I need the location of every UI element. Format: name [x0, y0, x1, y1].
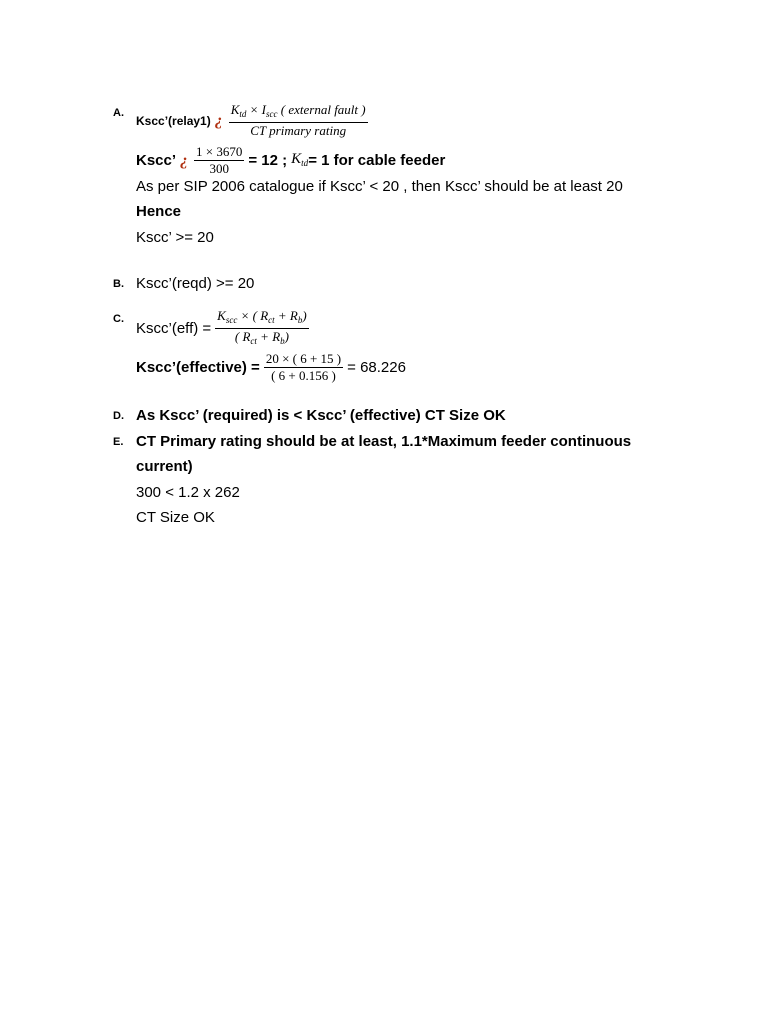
- item-c-marker: C.: [113, 313, 124, 325]
- item-b-marker: B.: [113, 278, 124, 290]
- close-paren: ): [284, 329, 289, 344]
- sub-scc: scc: [225, 315, 238, 325]
- item-a-fraction-numerator: [229, 103, 368, 123]
- item-e-line3: 300 < 1.2 x 262: [136, 484, 240, 501]
- ktd-k: K: [291, 150, 302, 167]
- item-a-calc-fraction: [194, 145, 244, 176]
- item-a-calc-numerator: 1 × 3670: [196, 144, 243, 159]
- item-d-text: As Kscc’ (required) is < Kscc’ (effective) CT Size OK: [136, 407, 506, 424]
- times-i: × I: [249, 102, 267, 117]
- sub-scc: scc: [266, 109, 278, 119]
- item-c-formula-line: [136, 309, 313, 348]
- item-c-fraction-numerator: [215, 309, 309, 329]
- open-r: ( R: [234, 329, 251, 344]
- ktd-text: = 1 for cable feeder: [308, 151, 446, 169]
- item-a-label: Kscc’(relay1): [136, 113, 211, 128]
- item-a-calc-line: [136, 145, 445, 176]
- item-a-catalogue-line: As per SIP 2006 catalogue if Kscc’ < 20 , then Kscc’ should be at least 20: [136, 178, 623, 195]
- sub-b: b: [280, 336, 285, 346]
- item-a-fraction: [229, 103, 368, 138]
- item-c-eff-numerator: 20 × ( 6 + 15 ): [265, 351, 342, 366]
- item-e-line1: CT Primary rating should be at least, 1.1*Maximum feeder continuous: [136, 433, 632, 450]
- item-a-marker: A.: [113, 107, 124, 119]
- sub-td: td: [239, 109, 247, 119]
- item-a-calc-label: Kscc’: [136, 151, 177, 169]
- item-c-eff-label: Kscc’(effective) =: [136, 358, 260, 376]
- item-a-hence: Hence: [136, 203, 182, 220]
- item-b-text: Kscc’(reqd) >= 20: [136, 275, 255, 292]
- external-fault: ( external fault ): [280, 102, 366, 117]
- plus-r: + R: [277, 308, 298, 323]
- item-a-conclusion: Kscc’ >= 20: [136, 229, 214, 246]
- sub-b: b: [297, 315, 303, 325]
- item-c-eff-fraction: [264, 352, 343, 383]
- item-e-line2: current): [136, 458, 193, 475]
- item-a-error-glyph: ¿: [214, 111, 223, 129]
- item-c-eff-denominator: ( 6 + 0.156 ): [271, 368, 336, 383]
- plus-r: + R: [260, 329, 281, 344]
- item-a-calc-result: = 12 ;: [248, 151, 288, 169]
- sub-ct: ct: [268, 315, 275, 325]
- var-k: K: [217, 308, 226, 323]
- item-e-marker: E.: [113, 436, 124, 448]
- item-c-fraction-denominator: [233, 329, 291, 348]
- item-c-fraction: [215, 309, 309, 348]
- item-a-calc-error-glyph: ¿: [180, 151, 189, 169]
- times-r: × ( R: [240, 308, 269, 323]
- item-a-calc-denominator: 300: [209, 161, 229, 176]
- item-c-eff-result: = 68.226: [347, 358, 406, 376]
- item-a-fraction-denominator: CT primary rating: [250, 123, 347, 138]
- item-e-line4: CT Size OK: [136, 509, 215, 526]
- sub-ct: ct: [250, 336, 257, 346]
- item-a-formula-line: [136, 103, 372, 138]
- close-paren: ): [302, 308, 307, 323]
- item-d-marker: D.: [113, 410, 124, 422]
- item-c-label: Kscc’(eff) =: [136, 319, 212, 337]
- item-c-effective-line: [136, 352, 406, 383]
- ktd-variable: [291, 149, 308, 173]
- var-k: K: [230, 102, 240, 117]
- ktd-sub: td: [301, 157, 309, 168]
